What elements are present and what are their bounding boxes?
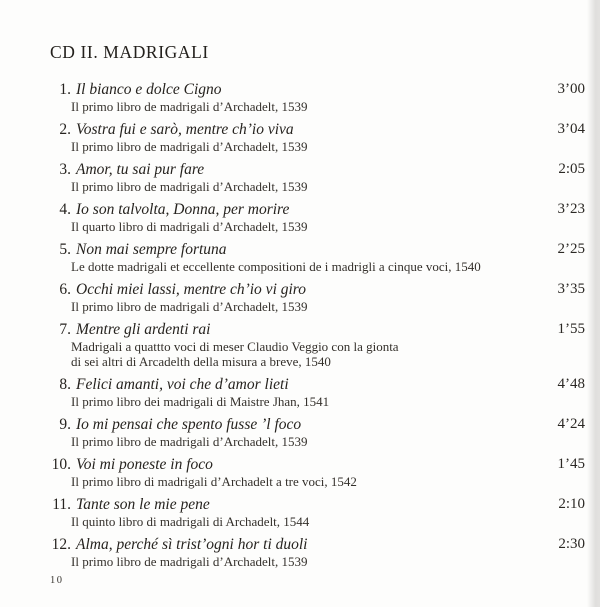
track-title-line (50, 375, 548, 394)
track-number: 4. (59, 201, 71, 218)
track-title: Vostra fui e sarò, mentre ch’io viva (76, 121, 294, 138)
track-number: 10. (51, 456, 71, 473)
track-source-line: Il primo libro de madrigali d’Archadelt, 1539 (71, 179, 308, 194)
track-number: 9. (59, 416, 71, 433)
track-title-line (50, 120, 548, 139)
track-title: Occhi miei lassi, mentre ch’io vi giro (76, 281, 307, 298)
track-main (50, 415, 548, 449)
track-source-line: Madrigali a quattto voci di meser Claudio Veggio con la gionta (71, 339, 399, 354)
track-main (50, 160, 548, 194)
page-title: CD II. MADRIGALI (50, 42, 209, 62)
track-source-line: Il primo libro di madrigali d’Archadelt a tre voci, 1542 (71, 474, 357, 489)
track-main (50, 200, 548, 234)
track-title: Amor, tu sai pur fare (76, 161, 205, 178)
track-source-line: Il quarto libro di madrigali d’Archadelt, 1539 (71, 219, 308, 234)
track-source-line: Il primo libro de madrigali d’Archadelt, 1539 (71, 434, 308, 449)
track-title-line (50, 280, 548, 299)
track-row (50, 160, 585, 194)
track-title: Tante son le mie pene (76, 496, 210, 513)
track-source-line: di sei altri di Arcadelth della misura a breve, 1540 (71, 354, 331, 369)
track-title-line (50, 200, 548, 219)
track-number: 7. (59, 321, 71, 338)
track-duration: 2’25 (557, 241, 585, 257)
track-source-line: Il primo libro de madrigali d’Archadelt, 1539 (71, 99, 308, 114)
track-main (50, 120, 548, 154)
track-duration: 3’35 (557, 281, 585, 297)
track-source-line: Il primo libro dei madrigali di Maistre Jhan, 1541 (71, 394, 330, 409)
track-title: Io son talvolta, Donna, per morire (76, 201, 290, 218)
track-main (50, 80, 548, 114)
track-main (50, 455, 548, 489)
track-row (50, 535, 585, 569)
track-row (50, 80, 585, 114)
track-title-line (50, 455, 548, 474)
track-duration: 3’04 (557, 121, 585, 137)
track-duration: 3’23 (557, 201, 585, 217)
track-title: Alma, perché sì trist’ogni hor ti duoli (76, 536, 308, 553)
track-list (50, 80, 585, 569)
track-duration: 2:30 (558, 536, 585, 552)
track-title: Mentre gli ardenti rai (76, 321, 211, 338)
track-source-line: Il primo libro de madrigali d’Archadelt, 1539 (71, 139, 308, 154)
page-number: 10 (50, 575, 64, 586)
track-title-line (50, 160, 548, 179)
track-main (50, 280, 548, 314)
track-row (50, 455, 585, 489)
track-main (50, 240, 548, 274)
track-title-line (50, 320, 548, 339)
track-duration: 3’00 (557, 81, 585, 97)
track-number: 6. (59, 281, 71, 298)
track-title: Io mi pensai che spento fusse ’l foco (76, 416, 302, 433)
track-row (50, 320, 585, 369)
track-row (50, 375, 585, 409)
track-title: Il bianco e dolce Cigno (76, 81, 222, 98)
track-title-line (50, 415, 548, 434)
track-duration: 1’45 (557, 456, 585, 472)
track-number: 5. (59, 241, 71, 258)
track-number: 1. (59, 81, 71, 98)
track-source-line: Il quinto libro di madrigali di Archadelt, 1544 (71, 514, 310, 529)
track-title: Felici amanti, voi che d’amor lieti (76, 376, 289, 393)
track-number: 12. (51, 536, 71, 553)
track-duration: 2:10 (558, 496, 585, 512)
track-duration: 4’48 (557, 376, 585, 392)
track-row (50, 200, 585, 234)
track-duration: 1’55 (557, 321, 585, 337)
track-row (50, 415, 585, 449)
track-main (50, 320, 548, 369)
track-main (50, 495, 548, 529)
track-source-line: Il primo libro de madrigali d’Archadelt, 1539 (71, 299, 308, 314)
track-title: Non mai sempre fortuna (76, 241, 227, 258)
track-number: 8. (59, 376, 71, 393)
track-source-line: Le dotte madrigali et eccellente compositioni de i madrigli a cinque voci, 1540 (71, 259, 481, 274)
track-row (50, 495, 585, 529)
track-duration: 2:05 (558, 161, 585, 177)
track-title-line (50, 240, 548, 259)
track-title-line (50, 80, 548, 99)
track-number: 3. (59, 161, 71, 178)
track-source-line: Il primo libro de madrigali d’Archadelt, 1539 (71, 554, 308, 569)
track-row (50, 280, 585, 314)
track-main (50, 375, 548, 409)
track-number: 2. (59, 121, 71, 138)
track-title-line (50, 535, 548, 554)
track-title-line (50, 495, 548, 514)
track-title: Voi mi poneste in foco (76, 456, 213, 473)
track-row (50, 120, 585, 154)
track-number: 11. (52, 496, 71, 513)
track-duration: 4’24 (557, 416, 585, 432)
track-row (50, 240, 585, 274)
track-main (50, 535, 548, 569)
